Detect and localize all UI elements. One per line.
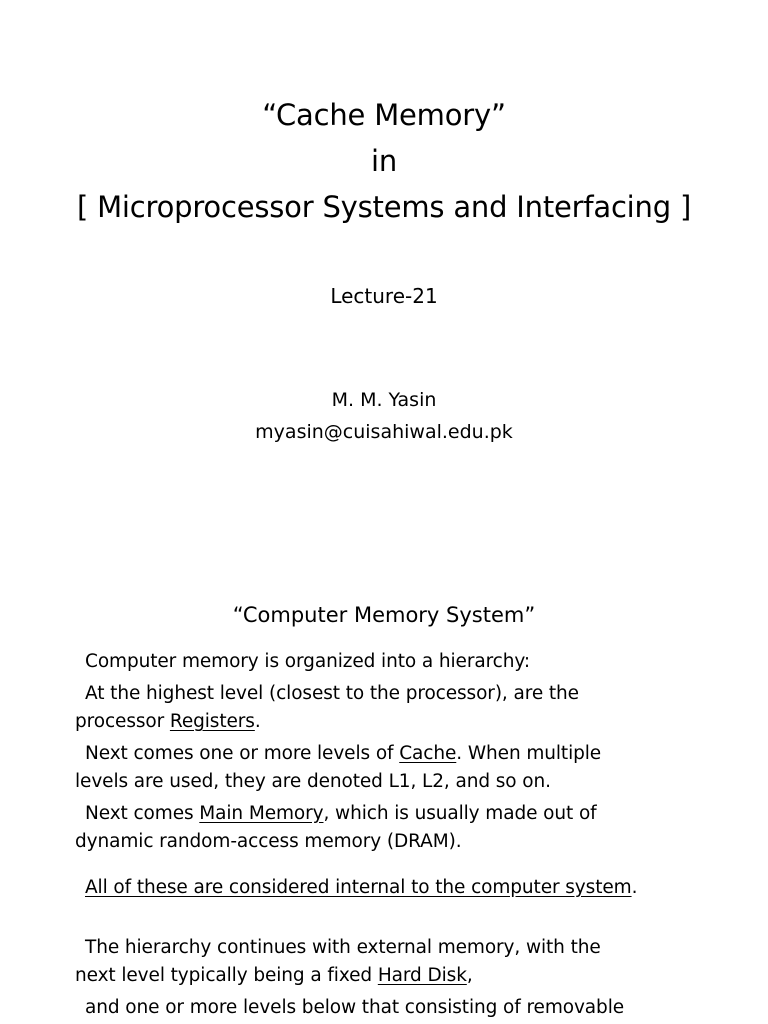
- content-slide: [0, 560, 768, 1024]
- term-registers: Registers: [169, 711, 255, 732]
- author-email: myasin@cuisahiwal.edu.pk: [255, 421, 513, 443]
- paragraph-cache: [75, 740, 755, 796]
- paragraph-line: [75, 962, 755, 990]
- slide-heading: “Computer Memory System”: [232, 603, 536, 627]
- paragraph-line: and one or more levels below that consisting of removable: [85, 997, 625, 1018]
- internal-memory-statement: All of these are considered internal to the computer system: [85, 877, 632, 898]
- slide-body: [75, 648, 755, 1022]
- text-fragment: Next comes: [85, 803, 200, 824]
- text-fragment: Next comes one or more levels of: [85, 743, 400, 764]
- paragraph-internal-note: [75, 874, 755, 902]
- slide-title: [0, 92, 768, 230]
- paragraph-line: dynamic random-access memory (DRAM).: [75, 831, 462, 852]
- paragraph-line: [75, 800, 755, 828]
- text-fragment: next level typically being a fixed: [75, 965, 378, 986]
- term-main-memory: Main Memory: [199, 803, 324, 824]
- paragraph-registers: [75, 680, 755, 736]
- text-fragment: .: [631, 877, 638, 898]
- paragraph-removable-media: [75, 994, 755, 1022]
- paragraph-external-memory: [75, 934, 755, 990]
- paragraph-line: At the highest level (closest to the processor), are the: [85, 683, 579, 704]
- lecture-number: Lecture-21: [330, 284, 438, 308]
- title-line-1: “Cache Memory”: [262, 98, 506, 132]
- term-hard-disk: Hard Disk: [377, 965, 467, 986]
- paragraph-line: [85, 874, 755, 902]
- paragraph-line: Computer memory is organized into a hierarchy:: [85, 651, 531, 672]
- paragraph-line: [75, 708, 755, 736]
- term-cache: Cache: [399, 743, 457, 764]
- paragraph-hierarchy-intro: [75, 648, 755, 676]
- text-fragment: .: [254, 711, 261, 732]
- paragraph-line: levels are used, they are denoted L1, L2, and so on.: [75, 771, 551, 792]
- title-line-2: in: [370, 144, 398, 178]
- paragraph-main-memory: [75, 800, 755, 856]
- text-fragment: ,: [466, 965, 473, 986]
- paragraph-line: The hierarchy continues with external memory, with the: [85, 937, 601, 958]
- author-name: M. M. Yasin: [331, 389, 437, 411]
- text-fragment: processor: [75, 711, 170, 732]
- paragraph-line: [75, 740, 755, 768]
- text-fragment: . When multiple: [456, 743, 602, 764]
- author-info: [0, 384, 768, 448]
- title-line-3: [ Microprocessor Systems and Interfacing ]: [76, 190, 692, 224]
- text-fragment: , which is usually made out of: [323, 803, 597, 824]
